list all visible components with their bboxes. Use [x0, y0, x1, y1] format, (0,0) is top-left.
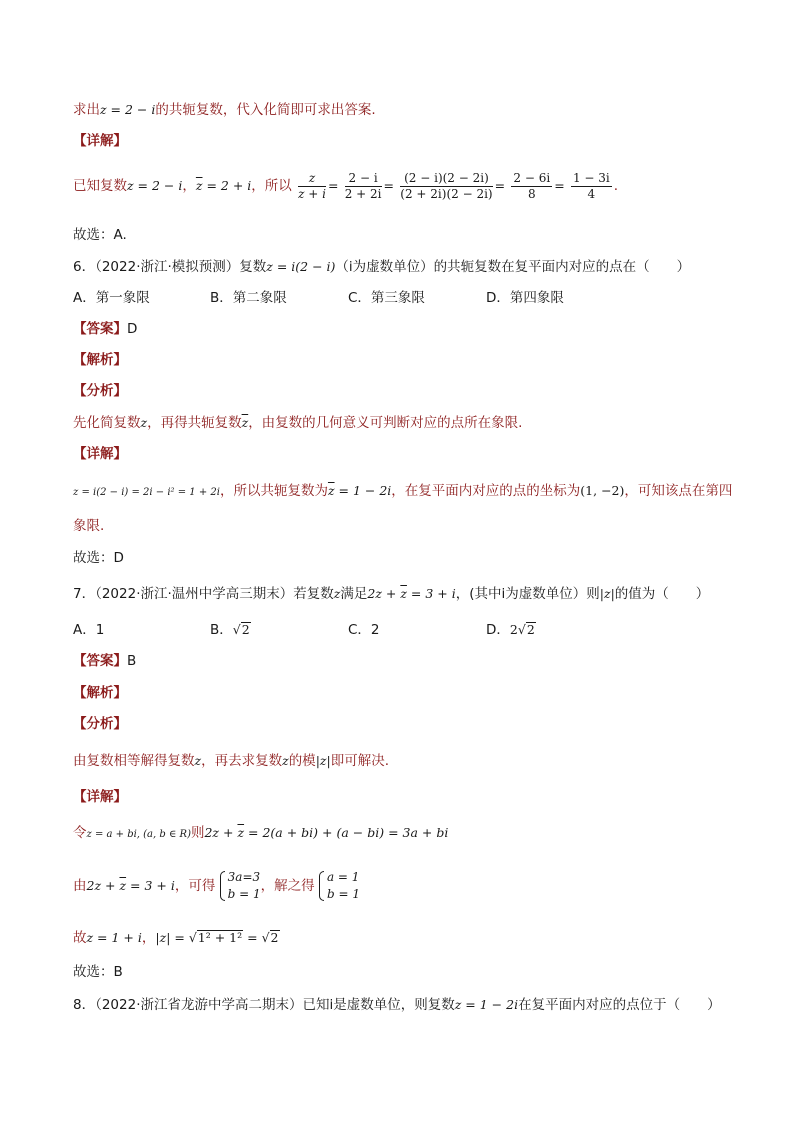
- q8-stem-text: 8．（2022·浙江省龙游中学高二期末）已知i是虚数单位，则复数: [73, 997, 455, 1013]
- q7-answer: [73, 651, 136, 671]
- q7-from-line: [73, 866, 360, 906]
- analysis-text-end: 即可解决.: [330, 753, 389, 769]
- fraction: $\frac{1 - 3i}{4}$: [572, 170, 610, 201]
- analyze-label: 【分析】: [73, 383, 127, 399]
- period: .: [613, 178, 619, 194]
- option-a: A．第一象限: [73, 290, 150, 306]
- modulus-z: |z|: [315, 753, 331, 768]
- from-text: ，解之得: [260, 878, 315, 894]
- math-expr: = 3 + i: [406, 586, 456, 601]
- math-expr: z = i(2 − i): [266, 259, 336, 274]
- conjugate-z: $\overline{z}$: [327, 483, 335, 498]
- option-d: D．2√2: [486, 622, 535, 638]
- analysis-text: ，再得共轭复数: [147, 415, 242, 431]
- equation-system: 3a=3 b = 1: [220, 869, 261, 903]
- math-expr: 2z +: [367, 586, 401, 601]
- q5-so-text: ，所以: [251, 178, 292, 194]
- option-b: B．√2: [210, 622, 250, 638]
- math-expr: z = 1 + i: [86, 930, 142, 945]
- conjugate-z: $\overline{z}$: [237, 825, 245, 840]
- q5-detail-text: 已知复数: [73, 178, 127, 194]
- analysis-label: 【解析】: [73, 352, 127, 368]
- math-z: z: [140, 415, 148, 430]
- detail-label: 【详解】: [73, 446, 127, 462]
- q7-stem-text: ，(其中i为虚数单位）则: [455, 586, 600, 602]
- math-z: z: [333, 586, 341, 601]
- q6-answer: [73, 319, 137, 339]
- math-expr: = 1 − 2i: [334, 483, 392, 498]
- analysis-text: 的模: [288, 753, 316, 769]
- q6-options: [73, 288, 673, 308]
- q6-stem: [73, 257, 690, 277]
- q6-analysis: [73, 413, 522, 433]
- analysis-text: 先化简复数: [73, 415, 141, 431]
- option-c: C．2: [348, 622, 380, 638]
- fraction: $\frac{2 - 6i}{8}$: [513, 170, 551, 201]
- math-z: z: [194, 753, 202, 768]
- analyze-label: 【分析】: [73, 716, 127, 732]
- q5-final: 故选：A.: [73, 227, 127, 243]
- detail-label: 【详解】: [73, 789, 127, 805]
- conjugate-z: $\overline{z}$: [241, 415, 249, 430]
- let-text: 则: [190, 825, 205, 841]
- q7-let-line: [73, 823, 448, 845]
- fraction: $\frac{z}{\overline{z} + i}$: [298, 170, 326, 201]
- option-b: B．第二象限: [210, 290, 287, 306]
- math-expr: z = 2 − i: [127, 178, 183, 193]
- q8-stem: [73, 995, 721, 1015]
- detail-text-end: ，可知该点在第四: [624, 483, 733, 499]
- math-expr: 2z +: [204, 825, 238, 840]
- option-d: D．第四象限: [486, 290, 564, 306]
- from-text: 由: [73, 878, 87, 894]
- from-text: ，可得: [174, 878, 216, 894]
- sqrt-value: 2: [526, 622, 535, 637]
- modulus-z: |z|: [599, 586, 615, 601]
- math-expr: = 3 + i: [126, 878, 175, 893]
- analysis-text: 由复数相等解得复数: [73, 753, 195, 769]
- option-a: A．1: [73, 622, 105, 638]
- q7-stem-text: 7．（2022·浙江·温州中学高三期末）若复数: [73, 586, 334, 602]
- q7-options: [73, 620, 673, 640]
- analysis-label: 【解析】: [73, 685, 127, 701]
- math-expr: z = 1 − 2i: [454, 997, 519, 1012]
- q7-final: 故选：B: [73, 964, 123, 980]
- answer-value: B: [127, 653, 137, 669]
- analysis-text: ，再去求复数: [201, 753, 283, 769]
- answer-label: 【答案】: [73, 653, 127, 669]
- q6-detail: [73, 481, 732, 503]
- detail-text: ，所以共轭复数为: [219, 483, 328, 499]
- detail-label: 【详解】: [73, 133, 127, 149]
- math-expr: z = a + bi, (a, b ∈ R): [86, 829, 191, 840]
- fraction: $\frac{2 - i}{2 + 2i}$: [344, 170, 382, 201]
- q7-analysis: [73, 751, 389, 771]
- intro-line: [73, 100, 376, 120]
- q7-so-line: 故z = 1 + i，|z| = √1² + 1² = √2: [73, 930, 279, 946]
- sqrt-value: 2: [241, 622, 250, 637]
- math-z: z: [282, 753, 289, 768]
- math-expr: = 2 + i: [202, 178, 252, 193]
- sqrt-value: 1² + 1²: [197, 930, 243, 945]
- q7-stem-text: 满足: [340, 586, 368, 602]
- intro-text: 求出: [73, 102, 100, 118]
- answer-value: D: [127, 321, 138, 337]
- q6-stem-text-end: （i为虚数单位）的共轭复数在复平面内对应的点在（ ）: [335, 259, 691, 275]
- q5-detail-line: 已知复数z = 2 − i，$\overline{z} = 2 + i$，所以 $\frac{z}{\overline{z} + i}$ = $\frac{2 - i}{2 + 2i}$ = $\frac{(2 - i)(2 - 2i)}{(2 + 2i)(2 - 2i)}$ = $\frac{2 - 6i}{8}$ = $\frac{1 - 3i}{4}$ .: [73, 170, 619, 201]
- conjugate-z: $\overline{z}$: [119, 878, 127, 893]
- separator: ，: [182, 178, 196, 194]
- fraction: $\frac{(2 - i)(2 - 2i)}{(2 + 2i)(2 - 2i)}$: [400, 170, 493, 201]
- analysis-text-end: ，由复数的几何意义可判断对应的点所在象限.: [248, 415, 523, 431]
- q6-final: 故选：D: [73, 550, 124, 566]
- q8-stem-text-end: 在复平面内对应的点位于（ ）: [518, 997, 721, 1013]
- sqrt-value: 2: [270, 930, 279, 945]
- so-text: 故: [73, 930, 87, 946]
- conjugate-z: $\overline{z}$: [195, 178, 203, 193]
- conjugate-z: $\overline{z}$: [400, 586, 407, 601]
- q7-stem-text-end: 的值为（ ）: [614, 586, 710, 602]
- point-coordinates: (1, −2): [580, 483, 625, 498]
- separator: ，: [141, 930, 156, 946]
- math-expr: z = i(2 − i) = 2i − i² = 1 + 2i: [73, 487, 220, 498]
- let-text: 令: [73, 825, 87, 841]
- equals: =: [243, 930, 262, 945]
- math-expr: = 2(a + bi) + (a − bi) = 3a + bi: [244, 825, 449, 840]
- math-expr: 2z +: [86, 878, 120, 893]
- solution-system: a = 1 b = 1: [319, 869, 360, 903]
- detail-text: ，在复平面内对应的点的坐标为: [391, 483, 581, 499]
- q7-stem: [73, 584, 709, 604]
- q6-stem-text: 6．（2022·浙江·模拟预测）复数: [73, 259, 267, 275]
- option-c: C．第三象限: [348, 290, 425, 306]
- modulus-z: |z| =: [155, 930, 189, 945]
- q6-detail-line2: 象限.: [73, 518, 105, 534]
- answer-label: 【答案】: [73, 321, 127, 337]
- math-expr: z = 2 − i: [100, 102, 156, 117]
- intro-text-end: 的共轭复数，代入化简即可求出答案.: [155, 102, 376, 118]
